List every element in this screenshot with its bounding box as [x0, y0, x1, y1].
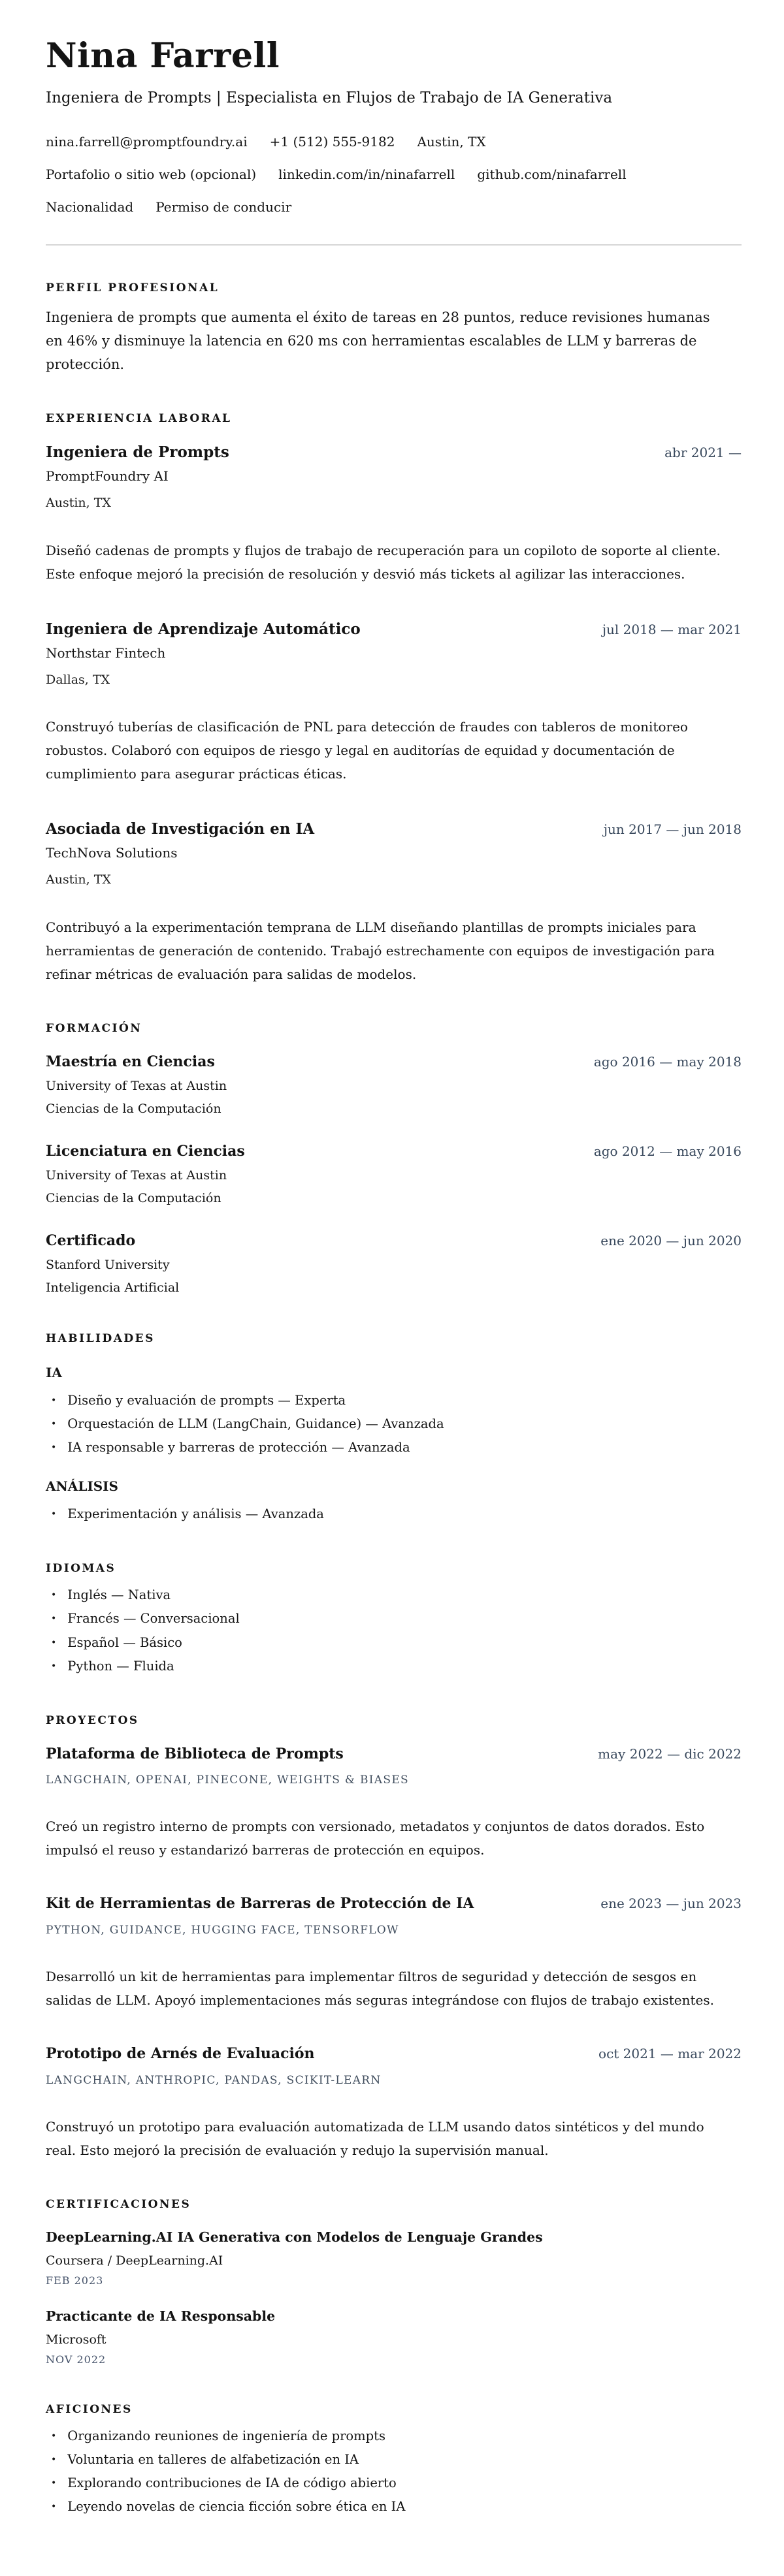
job-company: TechNova Solutions — [46, 845, 178, 861]
job-location: Dallas, TX — [46, 672, 110, 687]
list-item — [46, 1412, 742, 1436]
bullet-icon: • — [51, 1614, 57, 1625]
education-title-row — [46, 1232, 742, 1250]
list-item — [46, 1655, 742, 1678]
education-degree: Licenciatura en Ciencias — [46, 1143, 245, 1160]
bullet-icon: • — [51, 1395, 57, 1407]
project-title: Kit de Herramientas de Barreras de Protección de IA — [46, 1895, 474, 1913]
education-entry — [46, 1053, 742, 1117]
list-item — [46, 1607, 742, 1630]
skill-item-label: IA responsable y barreras de protección — Avanzada — [67, 1440, 410, 1455]
contact-email: nina.farrell@promptfoundry.ai — [46, 133, 248, 150]
bullet-icon: • — [51, 2478, 57, 2489]
education-title-row — [46, 1142, 742, 1161]
bullet-icon: • — [51, 2455, 57, 2466]
project-stack: PYTHON, GUIDANCE, HUGGING FACE, TENSORFLOW — [46, 1924, 399, 1937]
education-school: University of Texas at Austin — [46, 1168, 227, 1183]
certification-date: NOV 2022 — [46, 2353, 106, 2366]
section-heading-experience: EXPERIENCIA LABORAL — [46, 412, 232, 426]
job-description: Construyó tuberías de clasificación de PNL para detección de fraudes con tableros de monitoreo robustos. Colaboró con equipos de riesgo y legal en auditorías de equidad y documentación de cumplimiento para asegurar prácticas éticas. — [46, 719, 688, 782]
skill-group-name: ANÁLISIS — [46, 1478, 118, 1495]
education-entry — [46, 1142, 742, 1207]
education-entry — [46, 1232, 742, 1296]
bullet-icon: • — [51, 2502, 57, 2513]
project-stack: LANGCHAIN, ANTHROPIC, PANDAS, SCIKIT-LEARN — [46, 2073, 382, 2087]
contact-portfolio: Portafolio o sitio web (opcional) — [46, 166, 257, 182]
bullet-icon: • — [51, 1509, 57, 1520]
language-item-label: Inglés — Nativa — [67, 1587, 171, 1603]
job-entry — [46, 620, 742, 786]
project-entry — [46, 2044, 742, 2162]
bullet-icon: • — [51, 2431, 57, 2442]
language-list — [46, 1583, 742, 1678]
resume-header — [46, 37, 742, 215]
job-location: Austin, TX — [46, 872, 111, 887]
project-title: Prototipo de Arnés de Evaluación — [46, 2045, 315, 2063]
language-item-label: Francés — Conversacional — [67, 1611, 240, 1627]
bullet-icon: • — [51, 1637, 57, 1648]
header-divider — [46, 244, 742, 246]
section-heading-hobbies: AFICIONES — [46, 2403, 133, 2417]
education-degree: Maestría en Ciencias — [46, 1053, 215, 1071]
section-heading-education: FORMACIÓN — [46, 1021, 142, 1035]
section-projects — [46, 1713, 742, 2162]
list-item — [46, 1631, 742, 1655]
skill-group-name: IA — [46, 1365, 62, 1381]
education-school: Stanford University — [46, 1257, 170, 1272]
contact-phone: +1 (512) 555-9182 — [269, 133, 395, 150]
list-item — [46, 2472, 742, 2495]
contact-row-primary — [46, 133, 742, 150]
certification-title: Practicante de IA Responsable — [46, 2308, 276, 2325]
education-degree: Certificado — [46, 1232, 136, 1249]
project-stack: LANGCHAIN, OPENAI, PINECONE, WEIGHTS & BIASES — [46, 1773, 409, 1787]
contact-location: Austin, TX — [417, 133, 486, 150]
list-item — [46, 1389, 742, 1412]
candidate-headline: Ingeniera de Prompts | Especialista en Flujos de Trabajo de IA Generativa — [46, 89, 613, 106]
contact-github: github.com/ninafarrell — [477, 166, 627, 182]
hobby-item-label: Organizando reuniones de ingeniería de prompts — [67, 2428, 385, 2444]
certification-entry — [46, 2229, 742, 2288]
bullet-icon: • — [51, 1442, 57, 1454]
section-experience — [46, 411, 742, 986]
job-description: Diseñó cadenas de prompts y flujos de trabajo de recuperación para un copiloto de soporte al cliente. Este enfoque mejoró la precisión de resolución y desvió más tickets al agilizar las interacciones. — [46, 542, 721, 582]
project-title-row — [46, 1894, 742, 1913]
job-title: Ingeniera de Prompts — [46, 443, 229, 462]
section-education — [46, 1021, 742, 1296]
project-title-row — [46, 2044, 742, 2063]
project-entry — [46, 1745, 742, 1862]
job-entry — [46, 819, 742, 986]
education-dates: ago 2012 — may 2016 — [593, 1143, 742, 1159]
list-item — [46, 1503, 742, 1526]
job-dates: jul 2018 — mar 2021 — [602, 621, 742, 637]
job-dates: jun 2017 — jun 2018 — [603, 821, 742, 838]
job-location: Austin, TX — [46, 496, 111, 511]
education-school: University of Texas at Austin — [46, 1078, 227, 1093]
skill-item-label: Experimentación y análisis — Avanzada — [67, 1506, 324, 1522]
list-item — [46, 1436, 742, 1459]
section-hobbies — [46, 2402, 742, 2519]
section-heading-profile: PERFIL PROFESIONAL — [46, 281, 220, 294]
education-title-row — [46, 1053, 742, 1072]
education-dates: ago 2016 — may 2018 — [593, 1054, 742, 1070]
job-title-row — [46, 620, 742, 639]
bullet-icon: • — [51, 1419, 57, 1430]
hobby-list — [46, 2425, 742, 2519]
project-entry — [46, 1894, 742, 2012]
job-title-row — [46, 819, 742, 839]
section-heading-certifications: CERTIFICACIONES — [46, 2197, 191, 2211]
job-company: PromptFoundry AI — [46, 468, 169, 485]
profile-summary: Ingeniera de prompts que aumenta el éxito de tareas en 28 puntos, reduce revisiones humanas en 46% y disminuye la latencia en 620 ms con herramientas escalables de LLM y barreras de protección. — [46, 309, 710, 372]
job-title: Asociada de Investigación en IA — [46, 820, 315, 838]
education-field: Ciencias de la Computación — [46, 1102, 221, 1117]
hobby-item-label: Voluntaria en talleres de alfabetización en IA — [67, 2452, 359, 2468]
section-heading-projects: PROYECTOS — [46, 1713, 139, 1727]
project-description: Desarrolló un kit de herramientas para implementar filtros de seguridad y detección de sesgos en salidas de LLM. Apoyó implementaciones más seguras integrándose con flujos de trabajo existentes. — [46, 1969, 714, 2009]
contact-linkedin: linkedin.com/in/ninafarrell — [278, 166, 455, 182]
section-certifications — [46, 2197, 742, 2367]
education-field: Inteligencia Artificial — [46, 1280, 180, 1296]
job-dates: abr 2021 — — [664, 445, 742, 461]
list-item — [46, 2448, 742, 2472]
skill-list — [46, 1389, 742, 1459]
contact-driving-license: Permiso de conducir — [155, 199, 292, 215]
language-item-label: Python — Fluida — [67, 1658, 174, 1674]
section-skills — [46, 1331, 742, 1526]
certification-title: DeepLearning.AI IA Generativa con Modelos de Lenguaje Grandes — [46, 2229, 543, 2245]
candidate-name: Nina Farrell — [46, 36, 280, 76]
certification-entry — [46, 2308, 742, 2367]
project-dates: may 2022 — dic 2022 — [598, 1745, 742, 1762]
project-dates: ene 2023 — jun 2023 — [600, 1896, 742, 1912]
language-item-label: Español — Básico — [67, 1634, 182, 1650]
section-heading-languages: IDIOMAS — [46, 1562, 116, 1576]
job-title-row — [46, 443, 742, 462]
education-field: Ciencias de la Computación — [46, 1191, 221, 1206]
list-item — [46, 2495, 742, 2519]
bullet-icon: • — [51, 1661, 57, 1672]
contact-row-links — [46, 166, 742, 183]
hobby-item-label: Explorando contribuciones de IA de código abierto — [67, 2475, 397, 2491]
section-heading-skills: HABILIDADES — [46, 1331, 155, 1345]
certification-issuer: Microsoft — [46, 2332, 106, 2347]
project-description: Construyó un prototipo para evaluación automatizada de LLM usando datos sintéticos y del mundo real. Esto mejoró la precisión de evaluación y redujo la supervisión manual. — [46, 2118, 704, 2158]
skill-item-label: Orquestación de LLM (LangChain, Guidance) — Avanzada — [67, 1416, 444, 1432]
skill-item-label: Diseño y evaluación de prompts — Experta — [67, 1393, 346, 1408]
job-company: Northstar Fintech — [46, 644, 166, 661]
education-dates: ene 2020 — jun 2020 — [600, 1232, 742, 1248]
job-description: Contribuyó a la experimentación temprana de LLM diseñando plantillas de prompts iniciales para herramientas de generación de contenido. Trabajó estrechamente con equipos de investigación para refinar métricas de evaluación para salidas de modelos. — [46, 919, 715, 982]
contact-nationality: Nacionalidad — [46, 199, 134, 215]
hobby-item-label: Leyendo novelas de ciencia ficción sobre ética en IA — [67, 2499, 406, 2515]
list-item — [46, 1583, 742, 1607]
project-dates: oct 2021 — mar 2022 — [598, 2046, 742, 2062]
job-entry — [46, 443, 742, 586]
certification-issuer: Coursera / DeepLearning.AI — [46, 2253, 223, 2268]
list-item — [46, 2425, 742, 2448]
bullet-icon: • — [51, 1590, 57, 1601]
contact-row-misc — [46, 199, 742, 215]
project-title: Plataforma de Biblioteca de Prompts — [46, 1745, 344, 1762]
job-title: Ingeniera de Aprendizaje Automático — [46, 620, 361, 638]
skill-list — [46, 1503, 742, 1526]
section-profile — [46, 281, 742, 376]
project-description: Creó un registro interno de prompts con versionado, metadatos y conjuntos de datos dorados. Esto impulsó el reuso y estandarizó barreras de protección en equipos. — [46, 1819, 705, 1858]
certification-date: FEB 2023 — [46, 2274, 104, 2287]
project-title-row — [46, 1745, 742, 1764]
section-languages — [46, 1561, 742, 1678]
